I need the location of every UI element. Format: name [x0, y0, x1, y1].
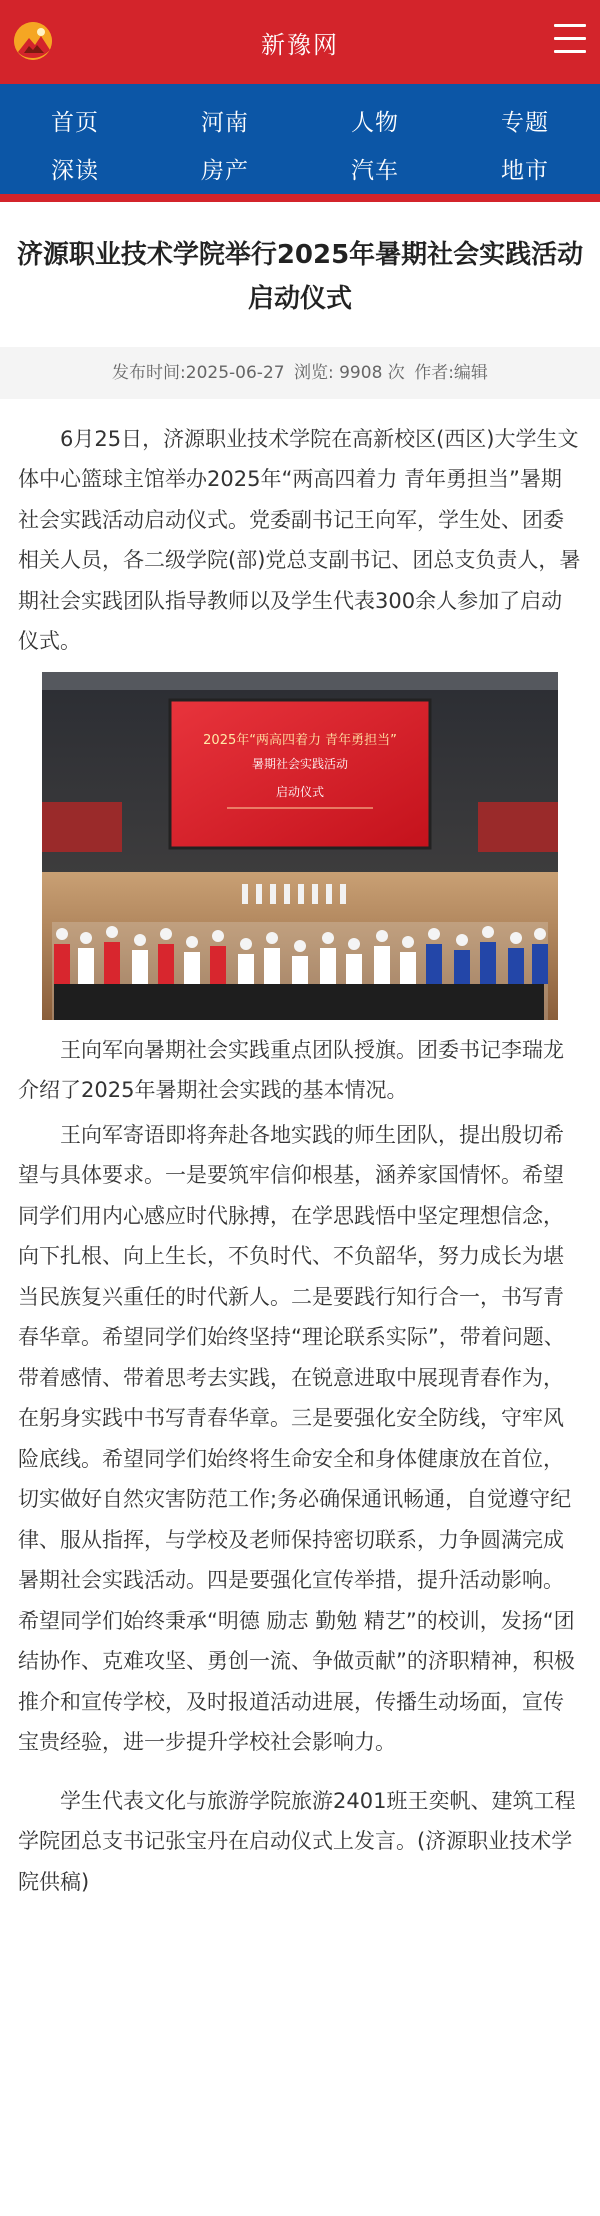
nav-item-home[interactable]: 首页: [51, 109, 99, 136]
screen-line-1: 2025年“两高四着力 青年勇担当”: [203, 732, 397, 748]
article-paragraph: 学生代表文化与旅游学院旅游2401班王奕帆、建筑工程学院团总支书记张宝丹在启动仪式上发言。(济源职业技术学院供稿): [18, 1788, 576, 1894]
site-name[interactable]: 新豫网: [261, 30, 339, 59]
article-meta: [0, 347, 600, 399]
hamburger-menu-icon[interactable]: [554, 24, 586, 58]
top-header: [0, 0, 600, 84]
nav-item-people[interactable]: 人物: [351, 109, 399, 136]
nav-item-cities[interactable]: 地市: [501, 157, 549, 184]
author: 作者:编辑: [414, 362, 488, 383]
xinyu-logo-icon[interactable]: [14, 22, 52, 60]
publish-date: 发布时间:2025-06-27: [112, 362, 285, 383]
screen-line-3: 启动仪式: [275, 784, 325, 799]
nav-item-topics[interactable]: 专题: [501, 109, 549, 136]
screen-line-2: 暑期社会实践活动: [251, 756, 349, 771]
article-paragraph: 王向军寄语即将奔赴各地实践的师生团队，提出殷切希望与具体要求。一是要筑牢信仰根基，涵养家国情怀。希望同学们用内心感应时代脉搏，在学思践悟中坚定理想信念，向下扎根、向上生长，不负时代、不负韶华，努力成长为堪当民族复兴重任的时代新人。二是要践行知行合一，书写青春华章。希望同学们始终坚持“理论联系实际”，带着问题、带着感情、带着思考去实践，在锐意进取中展现青春作为，在躬身实践中书写青春华章。三是要强化安全防线，守牢风险底线。希望同学们始终将生命安全和身体健康放在首位，切实做好自然灾害防范工作;务必确保通讯畅通，自觉遵守纪律、服从指挥，与学校及老师保持密切联系，力争圆满完成暑期社会实践活动。四是要强化宣传举措，提升活动影响。希望同学们始终秉承“明德 励志 勤勉 精艺”的校训，发扬“团结协作、克难攻坚、勇创一流、争做贡献”的济职精神，积极推介和宣传学校，及时报道活动进展，传播生动场面，宣传宝贵经验，进一步提升学校社会影响力。: [18, 1122, 575, 1755]
nav-item-in-depth[interactable]: 深读: [51, 157, 99, 184]
article-paragraph: 6月25日，济源职业技术学院在高新校区(西区)大学生文体中心篮球主馆举办2025年“两高四着力 青年勇担当”暑期社会实践活动启动仪式。党委副书记王向军，学生处、团委相关人员，各二级学院(部)党总支副书记、团总支负责人，暑期社会实践团队指导教师以及学生代表300余人参加了启动仪式。: [18, 426, 581, 654]
view-count: 浏览: 9908 次: [293, 362, 405, 383]
article-body: [0, 399, 600, 1903]
nav-item-real-estate[interactable]: 房产: [201, 157, 249, 184]
article-paragraph: 王向军向暑期社会实践重点团队授旗。团委书记李瑞龙介绍了2025年暑期社会实践的基本情况。: [18, 1037, 564, 1103]
article-title: 济源职业技术学院举行2025年暑期社会实践活动启动仪式: [16, 240, 584, 315]
nav-item-auto[interactable]: 汽车: [351, 157, 399, 184]
channel-nav: [0, 84, 600, 202]
nav-item-henan[interactable]: 河南: [201, 109, 249, 136]
event-photo: [42, 672, 558, 1020]
